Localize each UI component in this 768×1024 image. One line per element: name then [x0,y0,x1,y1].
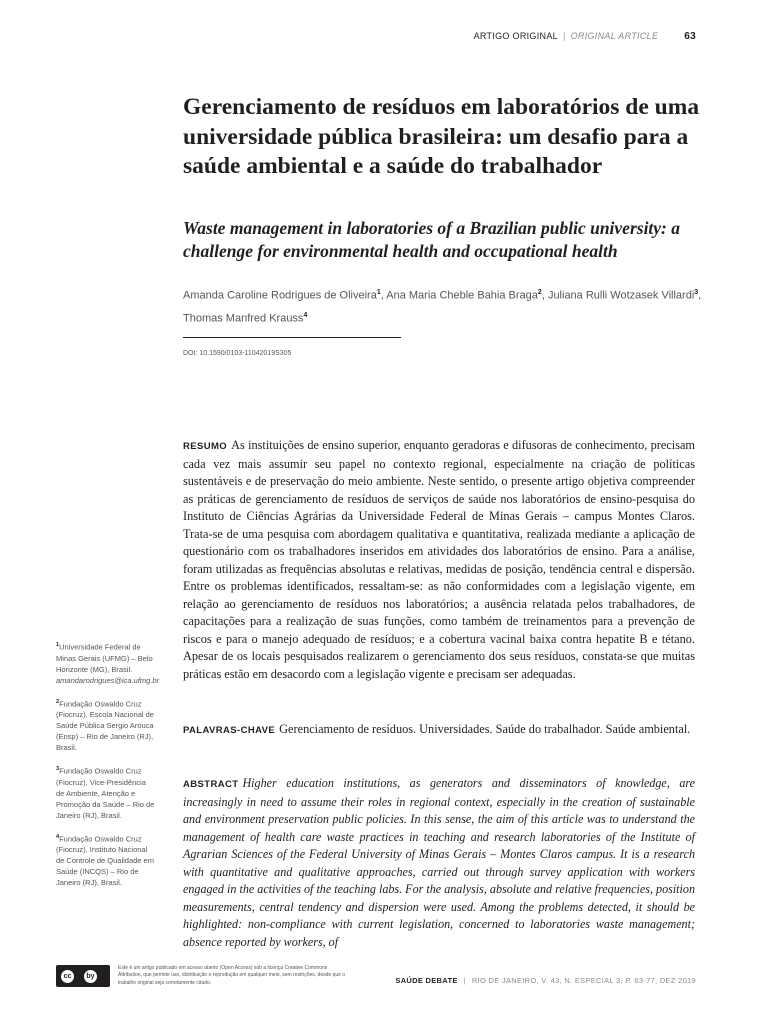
affiliation-text: Fundação Oswaldo Cruz (Fiocruz), Escola Nacional de Saúde Pública Sergio Arouca (Ensp) – Rio de Janeiro (RJ), Brasil. [56,699,154,752]
author-name: Amanda Caroline Rodrigues de Oliveira [183,289,377,302]
author-affiliation-marker: 2 [537,289,542,296]
abstract-text: Higher education institutions, as generators and disseminators of knowledge, are increasingly in need to assume their roles in regional context, especially in the creation of sustainable and environment preservation public policies. In this sense, the aim of this article was to understand the management of health care waste practices in teaching and research laboratories of the Institute of Agrarian Sciences of the Federal University of Minas Gerais – Montes Claros campus. It is a research with quantitative and qualitative approaches, carried out through survey application with workers engaged in the activities of the teaching labs. For the analysis, absolute and relative frequencies, position measurements, central tendency and dispersion were used. Among the problems detected, it should be highlighted: non-compliance with current legislation, concerned to laboratories waste management; absence reported by workers, of [183,776,695,949]
abstract-label: ABSTRACT [183,779,239,790]
section-label: ARTIGO ORIGINAL [473,31,558,41]
attribution-icon: by [82,968,99,985]
citation-text: RIO DE JANEIRO, V. 43, N. ESPECIAL 3, P. 63-77, DEZ 2019 [471,976,696,985]
abstract-paragraph [183,775,695,951]
affiliation-marker: 4 [56,833,60,840]
running-header [380,31,696,42]
page-number: 63 [684,31,696,42]
author-affiliation-marker: 4 [303,311,308,319]
author-name: Thomas Manfred Krauss [183,312,304,325]
affiliation-item [56,640,160,686]
affiliation-marker: 2 [56,698,60,705]
keywords-label: PALAVRAS-CHAVE [183,725,276,736]
resumo-paragraph [183,437,695,683]
resumo-text: As instituições de ensino superior, enquanto geradoras e difusoras de conhecimento, precisam cada vez mais assumir seu papel no contexto regional, especialmente na criação de políticas sustentáveis e de preservação do meio ambiente. Neste sentido, o presente artigo objetiva compreender as práticas de gerenciamento de resíduos de serviços de saúde nos laboratórios de ensino-pesquisa do Instituto de Ciências Agrárias da Universidade Federal de Minas Gerais – campus Montes Claros. Trata-se de uma pesquisa com abordagem qualitativa e quantitativa, realizada mediante a aplicação de questionário com os trabalhadores inseridos em atividades dos laboratórios de ensino. Para a análise, foram utilizadas as frequências absolutas e relativas, medidas de posição, tendência central e dispersão. Entre os problemas identificados, ressaltam-se: as não conformidades com a legislação vigente, em relação ao gerenciamento de resíduos nos laboratórios; a ausência relatada pelos trabalhadores, de capacitações para a realização de suas funções, como também de treinamentos para a prevenção de riscos e para o manejo adequado de resíduos; e a cobertura vacinal baixa contra hepatite B e tétano. Apesar de os locais pesquisados realizarem o gerenciamento dos seus resíduos, constata-se que muitas práticas estão em desacordo com a legislação vigente e precisam ser adequadas. [183,438,695,681]
article-subtitle: Waste management in laboratories of a Brazilian public university: a challenge for environmental health and occupational health [183,218,681,261]
keywords-paragraph [183,721,695,740]
journal-name: SAÚDE DEBATE [395,976,458,985]
header-separator: | [562,31,566,41]
resumo-label: RESUMO [183,441,228,452]
affiliation-text: Fundação Oswaldo Cruz (Fiocruz), Instituto Nacional de Controle de Qualidade em Saúde (INCQS) – Rio de Janeiro (RJ), Brasil. [56,834,154,887]
author-separator: , [541,289,548,302]
author-name: Juliana Rulli Wotzasek Villardi [547,289,695,302]
journal-citation [395,976,696,985]
affiliation-item [56,764,156,821]
license-block [56,962,356,990]
author-name: Ana Maria Cheble Bahia Braga [386,289,538,302]
section-label-en: ORIGINAL ARTICLE [570,31,659,41]
affiliation-list [56,640,160,899]
author-separator: , [698,289,702,302]
author-list [183,283,703,328]
affiliation-marker: 1 [56,642,60,648]
affiliation-item [56,832,156,889]
cc-icon: cc [59,968,76,985]
article-title: Gerenciamento de resíduos em laboratórios de uma universidade pública brasileira: um desafio para a saúde ambiental e a saúde do trabalhador [183,94,700,179]
author-email-link[interactable]: amandarodrigues@ica.ufmg.br [56,675,160,685]
creative-commons-badge[interactable] [56,965,110,987]
footer-separator: | [463,976,466,985]
affiliation-text: Fundação Oswaldo Cruz (Fiocruz), Vice-Presidência de Ambiente, Atenção e Promoção da Saúde – Rio de Janeiro (RJ), Brasil. [56,766,155,820]
author-separator: , [380,289,387,302]
affiliation-text: Universidade Federal de Minas Gerais (UFMG) – Belo Horizonte (MG), Brasil. [56,642,153,674]
license-text: Este é um artigo publicado em acesso aberto (Open Access) sob a licença Creative Commons Attribution, que permite uso, distribuição e reprodução em qualquer meio, sem restrições, desde que o trabalho original seja corretamente citado. [118,964,346,986]
author-affiliation-marker: 1 [376,289,381,296]
affiliation-marker: 3 [56,766,60,772]
affiliation-item [56,697,156,754]
doi-link[interactable]: DOI: 10.1590/0103-11042019S305 [183,350,292,357]
keywords-text: Gerenciamento de resíduos. Universidades. Saúde do trabalhador. Saúde ambiental. [279,722,691,736]
title-divider [183,337,401,338]
author-affiliation-marker: 3 [694,289,699,296]
